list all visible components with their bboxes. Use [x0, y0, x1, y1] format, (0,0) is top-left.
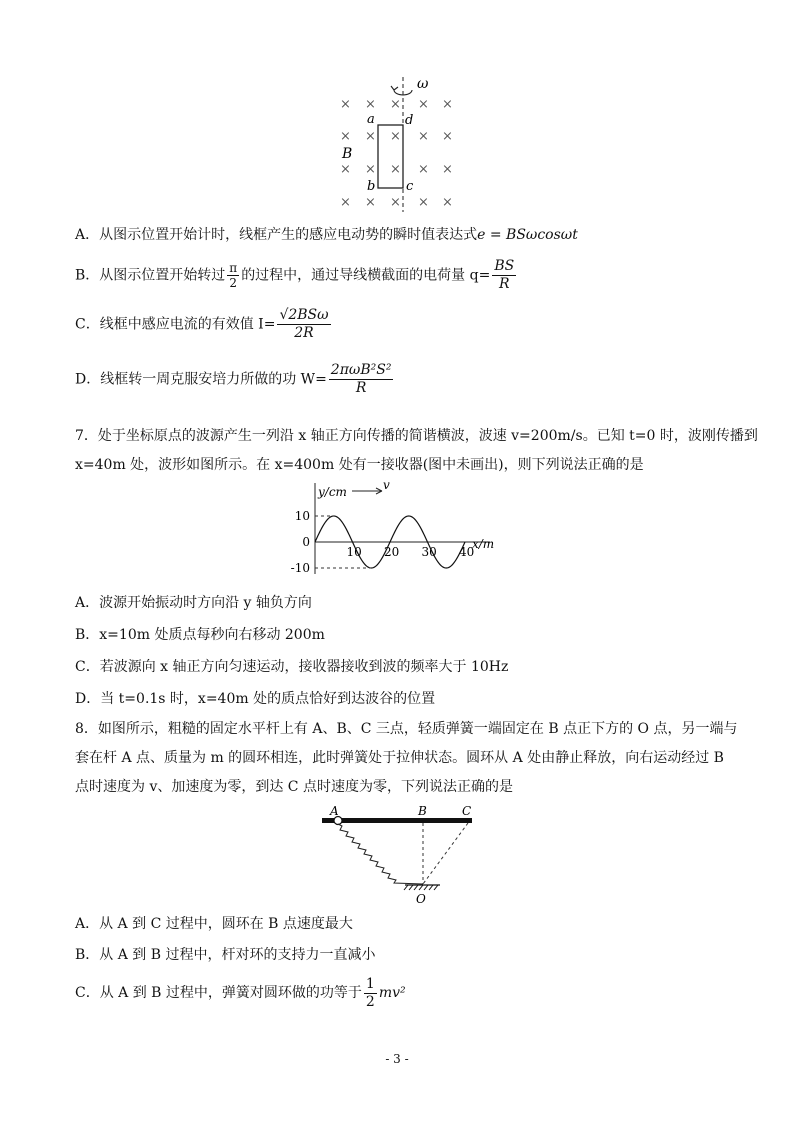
- label-B: B: [418, 804, 427, 818]
- q6-option-c: C．线框中感应电流的有效值 I= $\frac{\text{√2BSω}}{2R}$: [75, 307, 329, 341]
- q7-option-c: C．若波源向 x 轴正方向匀速运动，接收器接收到波的频率大于 10Hz: [75, 659, 509, 675]
- dashed-CO: [423, 823, 468, 884]
- svg-text:×: ×: [390, 97, 401, 112]
- x-tick-label: 10: [346, 545, 362, 559]
- q7-stem-line2: x=40m 处，波形如图所示。在 x=400m 处有一接收器(图中未画出)，则下列说法正确的是: [75, 457, 644, 473]
- q6-option-d: D．线框转一周克服安培力所做的功 W= $\frac{\text{2πωB²S²}}{R}$: [75, 362, 392, 396]
- svg-text:×: ×: [365, 195, 376, 210]
- svg-text:×: ×: [418, 162, 429, 177]
- y-tick-label: 10: [294, 509, 310, 523]
- svg-text:×: ×: [390, 162, 401, 177]
- svg-text:×: ×: [340, 97, 351, 112]
- svg-text:×: ×: [340, 195, 351, 210]
- q8-option-a: A．从 A 到 C 过程中，圆环在 B 点速度最大: [75, 916, 353, 932]
- velocity-label: v: [383, 478, 390, 492]
- field-crosses: [340, 97, 453, 210]
- label-c: c: [406, 179, 414, 194]
- rod-spring-figure: [320, 802, 480, 910]
- ground-hatch: [404, 885, 438, 890]
- coil-figure: [330, 72, 470, 212]
- x-axis-label: x/m: [472, 537, 495, 551]
- label-O: O: [416, 892, 426, 906]
- y-axis-label: y/cm: [318, 485, 347, 499]
- svg-text:×: ×: [340, 129, 351, 144]
- q6-option-b: B．从图示位置开始转过 $\frac{\pi}{2}$ 的过程中，通过导线横截面的电荷量 q= $\frac{BS}{R}$: [75, 258, 515, 292]
- label-b: b: [367, 179, 376, 194]
- q7-stem-line1: 7．处于坐标原点的波源产生一列沿 x 轴正方向传播的简谐横波，波速 v=200m/s。已知 t=0 时，波刚传播到: [75, 428, 758, 444]
- q8-stem-line1: 8．如图所示，粗糙的固定水平杆上有 A、B、C 三点，轻质弹簧一端固定在 B 点正下方的 O 点，另一端与: [75, 721, 738, 737]
- svg-text:×: ×: [365, 97, 376, 112]
- q8-stem-line2: 套在杆 A 点、质量为 m 的圆环相连，此时弹簧处于拉伸状态。圆环从 A 处由静止释放，向右运动经过 B: [75, 750, 724, 766]
- y-tick-label: 0: [302, 535, 310, 549]
- svg-text:×: ×: [418, 129, 429, 144]
- omega-label: ω: [417, 76, 429, 92]
- q8-option-c: C．从 A 到 B 过程中，弹簧对圆环做的功等于 $\frac{1}{2}$ mv²: [75, 975, 406, 1010]
- q7-option-d: D．当 t=0.1s 时，x=40m 处的质点恰好到达波谷的位置: [75, 691, 436, 707]
- q8-option-b: B．从 A 到 B 过程中，杆对环的支持力一直减小: [75, 947, 376, 963]
- svg-text:×: ×: [390, 129, 401, 144]
- q6-option-a: A．从图示位置开始计时，线框产生的感应电动势的瞬时值表达式e = BSωcosωt: [75, 227, 578, 243]
- svg-text:×: ×: [442, 162, 453, 177]
- q7-option-a: A．波源开始振动时方向沿 y 轴负方向: [75, 595, 312, 611]
- q7-option-b: B．x=10m 处质点每秒向右移动 200m: [75, 627, 325, 643]
- q8-stem-line3: 点时速度为 v、加速度为零，到达 C 点时速度为零，下列说法正确的是: [75, 779, 513, 795]
- svg-text:×: ×: [390, 195, 401, 210]
- x-tick-label: 30: [421, 545, 437, 559]
- label-C: C: [462, 804, 472, 818]
- label-A: A: [330, 804, 339, 818]
- y-tick-label: -10: [290, 561, 310, 575]
- label-B: B: [342, 146, 353, 162]
- x-tick-label: 20: [384, 545, 400, 559]
- svg-text:×: ×: [365, 162, 376, 177]
- label-a: a: [367, 112, 375, 127]
- label-d: d: [405, 113, 414, 128]
- svg-text:×: ×: [340, 162, 351, 177]
- svg-text:×: ×: [418, 97, 429, 112]
- svg-text:×: ×: [365, 129, 376, 144]
- wave-chart: [290, 478, 510, 578]
- page-number: - 3 -: [385, 1052, 409, 1066]
- spring: [338, 824, 423, 884]
- horizontal-rod: [322, 818, 472, 823]
- svg-text:×: ×: [442, 97, 453, 112]
- svg-text:×: ×: [442, 129, 453, 144]
- svg-text:×: ×: [418, 195, 429, 210]
- x-tick-label: 40: [459, 545, 475, 559]
- svg-text:×: ×: [442, 195, 453, 210]
